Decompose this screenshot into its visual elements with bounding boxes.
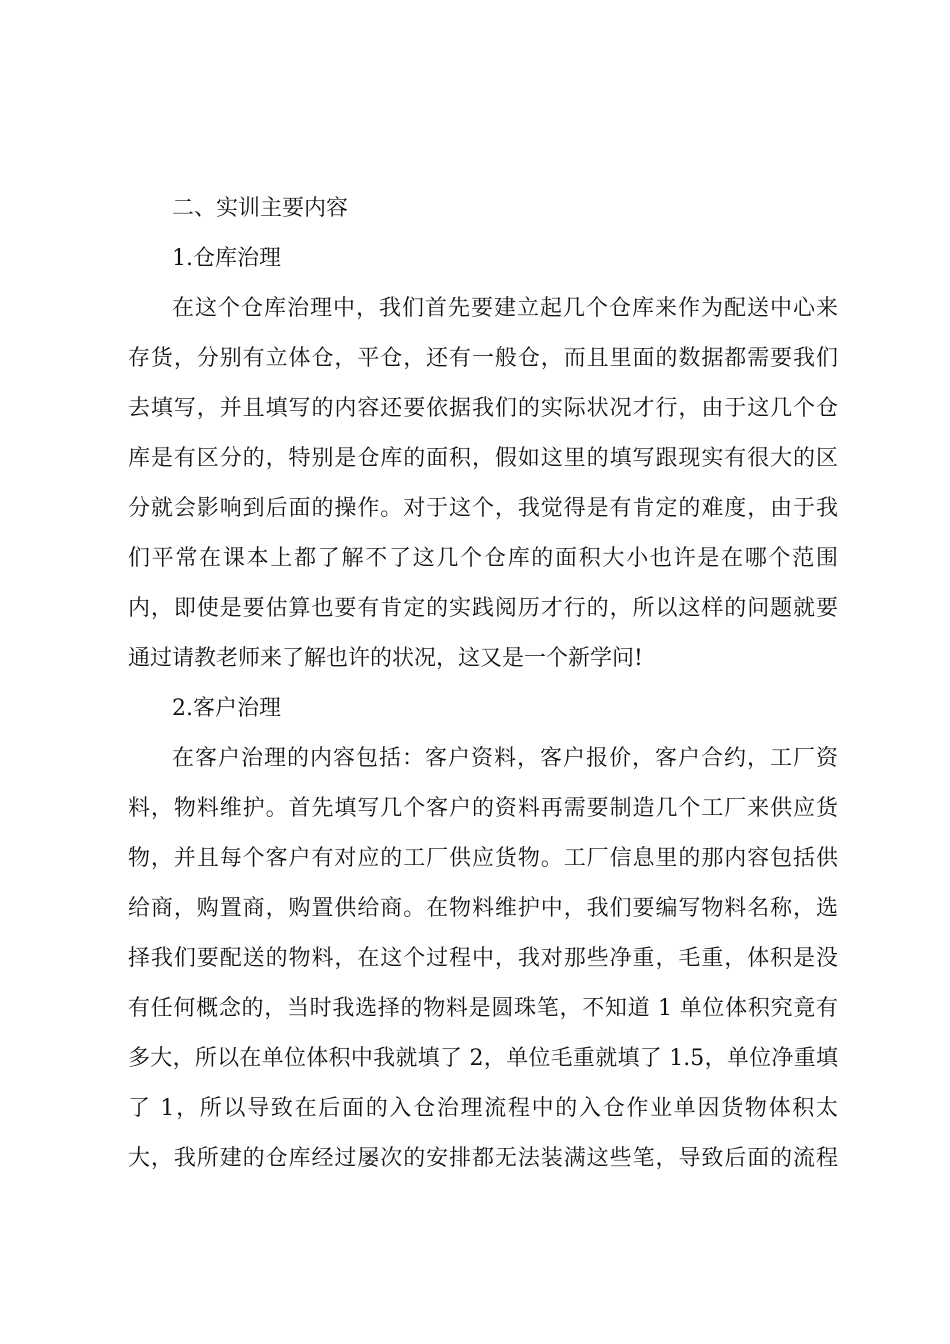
- paragraph-line: 库是有区分的，特别是仓库的面积，假如这里的填写跟现实有很大的区: [128, 446, 838, 471]
- subsection-heading-warehouse: 1.仓库治理: [172, 246, 281, 271]
- paragraph-line: 多大，所以在单位体积中我就填了 2，单位毛重就填了 1.5，单位净重填: [128, 1046, 838, 1071]
- paragraph-line: 通过请教老师来了解也许的状况，这又是一个新学问!: [128, 646, 643, 671]
- paragraph-line: 料，物料维护。首先填写几个客户的资料再需要制造几个工厂来供应货: [128, 796, 838, 821]
- paragraph-line: 在这个仓库治理中，我们首先要建立起几个仓库来作为配送中心来: [172, 296, 838, 321]
- document-body: [128, 184, 838, 1184]
- paragraph-line: 存货，分别有立体仓，平仓，还有一般仓，而且里面的数据都需要我们: [128, 346, 838, 371]
- paragraph-line: 择我们要配送的物料，在这个过程中，我对那些净重，毛重，体积是没: [128, 946, 838, 971]
- paragraph-line: 大，我所建的仓库经过屡次的安排都无法装满这些笔，导致后面的流程: [128, 1146, 838, 1171]
- paragraph-warehouse: [128, 284, 838, 684]
- paragraph-line: 内，即使是要估算也要有肯定的实践阅历才行的，所以这样的问题就要: [128, 596, 838, 621]
- paragraph-line: 在客户治理的内容包括：客户资料，客户报价，客户合约，工厂资: [172, 746, 838, 771]
- section-title: 二、实训主要内容: [172, 196, 349, 221]
- paragraph-line: 分就会影响到后面的操作。对于这个，我觉得是有肯定的难度，由于我: [128, 496, 838, 521]
- subsection-heading-customer: 2.客户治理: [172, 696, 281, 721]
- paragraph-line: 有任何概念的，当时我选择的物料是圆珠笔，不知道 1 单位体积究竟有: [128, 996, 838, 1021]
- paragraph-line: 物，并且每个客户有对应的工厂供应货物。工厂信息里的那内容包括供: [128, 846, 838, 871]
- paragraph-line: 给商，购置商，购置供给商。在物料维护中，我们要编写物料名称，选: [128, 896, 838, 921]
- paragraph-line: 去填写，并且填写的内容还要依据我们的实际状况才行，由于这几个仓: [128, 396, 838, 421]
- paragraph-line: 了 1，所以导致在后面的入仓治理流程中的入仓作业单因货物体积太: [128, 1096, 838, 1121]
- paragraph-line: 们平常在课本上都了解不了这几个仓库的面积大小也许是在哪个范围: [128, 546, 838, 571]
- paragraph-customer: [128, 734, 838, 1184]
